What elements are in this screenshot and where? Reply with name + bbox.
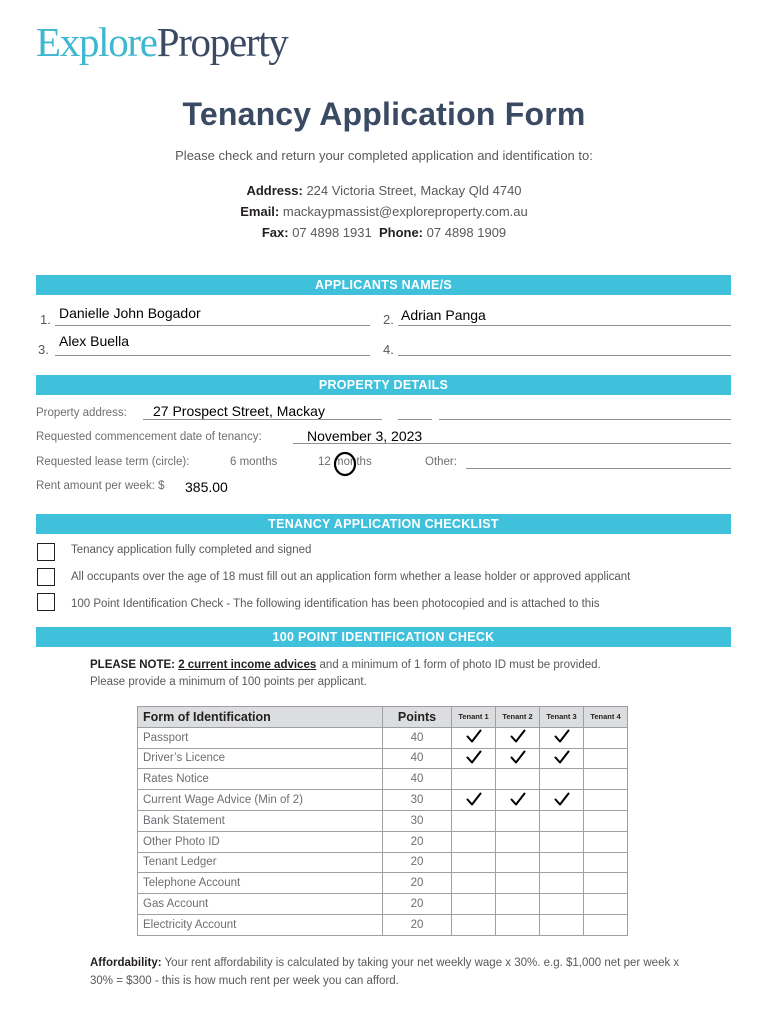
tenant-3-cell[interactable] <box>540 727 584 748</box>
tenant-3-cell[interactable] <box>540 914 584 935</box>
tenant-1-cell[interactable] <box>452 790 496 811</box>
id-form-name: Rates Notice <box>138 769 383 790</box>
id-points: 40 <box>383 748 452 769</box>
check-mark-icon <box>554 792 570 806</box>
table-row <box>138 790 628 811</box>
checklist-item-2: All occupants over the age of 18 must fill out an application form whether a lease holder or approved applicant <box>71 571 631 583</box>
tenant-3-cell[interactable] <box>540 748 584 769</box>
id-points: 20 <box>383 914 452 935</box>
phone-label: Phone: <box>378 225 424 240</box>
id-form-name: Bank Statement <box>138 810 383 831</box>
id-note-line-2: Please provide a minimum of 100 points per applicant. <box>90 676 367 688</box>
other-term-label: Other: <box>425 456 457 468</box>
applicant-2-name[interactable]: Adrian Panga <box>401 307 486 323</box>
contact-email <box>0 204 768 219</box>
tenant-1-cell[interactable] <box>452 810 496 831</box>
commencement-date-value[interactable]: November 3, 2023 <box>307 428 423 444</box>
applicant-3-number: 3. <box>38 342 49 357</box>
table-row <box>138 852 628 873</box>
lease-option-6-months[interactable]: 6 months <box>230 456 278 468</box>
tenant-3-cell[interactable] <box>540 769 584 790</box>
id-check-header: 100 POINT IDENTIFICATION CHECK <box>36 627 731 647</box>
tenant-4-cell[interactable] <box>584 790 628 811</box>
applicant-4-line <box>398 355 731 356</box>
table-row <box>138 914 628 935</box>
checklist-item-1: Tenancy application fully completed and signed <box>71 544 312 556</box>
id-points: 20 <box>383 873 452 894</box>
property-address-line-2 <box>398 419 432 420</box>
table-row <box>138 748 628 769</box>
contact-phone-fax <box>0 225 768 240</box>
id-points: 20 <box>383 894 452 915</box>
address-label: Address: <box>246 183 303 198</box>
tenant-1-cell[interactable] <box>452 914 496 935</box>
lease-option-12-months[interactable]: 12 months <box>318 456 372 468</box>
check-mark-icon <box>554 729 570 743</box>
col-tenant-1: Tenant 1 <box>452 707 496 728</box>
applicant-1-number: 1. <box>40 312 51 327</box>
tenant-1-cell[interactable] <box>452 894 496 915</box>
applicant-2-line <box>398 325 731 326</box>
tenant-3-cell[interactable] <box>540 852 584 873</box>
tenant-3-cell[interactable] <box>540 894 584 915</box>
id-form-name: Current Wage Advice (Min of 2) <box>138 790 383 811</box>
applicant-1-line <box>55 325 370 326</box>
col-tenant-4: Tenant 4 <box>584 707 628 728</box>
tenant-4-cell[interactable] <box>584 873 628 894</box>
applicant-4-number: 4. <box>383 342 394 357</box>
id-points: 40 <box>383 769 452 790</box>
id-form-name: Tenant Ledger <box>138 852 383 873</box>
tenant-1-cell[interactable] <box>452 769 496 790</box>
property-address-line-3 <box>439 419 731 420</box>
check-mark-icon <box>466 729 482 743</box>
tenant-2-cell[interactable] <box>496 727 540 748</box>
tenant-4-cell[interactable] <box>584 727 628 748</box>
rent-value[interactable]: 385.00 <box>185 479 228 495</box>
tenant-4-cell[interactable] <box>584 852 628 873</box>
other-term-line <box>466 468 731 469</box>
tenant-2-cell[interactable] <box>496 873 540 894</box>
table-row <box>138 831 628 852</box>
tenant-4-cell[interactable] <box>584 769 628 790</box>
identification-table <box>137 706 628 936</box>
lease-selection-circle <box>332 451 358 477</box>
tenant-3-cell[interactable] <box>540 810 584 831</box>
affordability-note <box>90 954 690 990</box>
col-points: Points <box>383 707 452 728</box>
tenant-4-cell[interactable] <box>584 831 628 852</box>
tenant-2-cell[interactable] <box>496 852 540 873</box>
id-points: 20 <box>383 852 452 873</box>
applicants-header: APPLICANTS NAME/S <box>36 275 731 295</box>
table-row <box>138 769 628 790</box>
phone-value: 07 4898 1909 <box>426 225 507 240</box>
affordability-label: Affordability: <box>90 957 162 969</box>
checklist-header: TENANCY APPLICATION CHECKLIST <box>36 514 731 534</box>
tenant-2-cell[interactable] <box>496 769 540 790</box>
table-header-row <box>138 707 628 728</box>
tenant-3-cell[interactable] <box>540 790 584 811</box>
note-rest: and a minimum of 1 form of photo ID must be provided. <box>319 659 601 671</box>
table-row <box>138 873 628 894</box>
address-value: 224 Victoria Street, Mackay Qld 4740 <box>306 183 522 198</box>
tenant-3-cell[interactable] <box>540 873 584 894</box>
check-mark-icon <box>510 750 526 764</box>
tenant-4-cell[interactable] <box>584 748 628 769</box>
tenant-1-cell[interactable] <box>452 873 496 894</box>
id-form-name: Other Photo ID <box>138 831 383 852</box>
company-logo <box>36 19 288 65</box>
id-form-name: Electricity Account <box>138 914 383 935</box>
tenant-2-cell[interactable] <box>496 748 540 769</box>
col-tenant-2: Tenant 2 <box>496 707 540 728</box>
id-form-name: Passport <box>138 727 383 748</box>
id-points: 40 <box>383 727 452 748</box>
tenant-2-cell[interactable] <box>496 810 540 831</box>
affordability-text: Your rent affordability is calculated by taking your net weekly wage x 30%. e.g. $1,000 net per week x 30% = $300 - this is how much rent per week you can afford. <box>90 957 680 987</box>
tenant-3-cell[interactable] <box>540 831 584 852</box>
tenant-2-cell[interactable] <box>496 914 540 935</box>
id-note-line-1 <box>90 659 601 671</box>
property-address-label: Property address: <box>36 407 127 419</box>
logo-property: Property <box>156 19 288 65</box>
tenant-4-cell[interactable] <box>584 810 628 831</box>
table-row <box>138 727 628 748</box>
applicant-1-name[interactable]: Danielle John Bogador <box>59 305 201 321</box>
col-form-of-identification: Form of Identification <box>138 707 383 728</box>
col-tenant-3: Tenant 3 <box>540 707 584 728</box>
property-address-line-1 <box>143 419 382 420</box>
logo-explore: Explore <box>36 19 157 65</box>
fax-label: Fax: <box>261 225 289 240</box>
check-mark-icon <box>466 792 482 806</box>
check-mark-icon <box>554 750 570 764</box>
checklist-checkbox-2[interactable] <box>37 568 55 586</box>
commencement-date-label: Requested commencement date of tenancy: <box>36 431 262 443</box>
note-label: PLEASE NOTE: <box>90 659 175 671</box>
tenant-1-cell[interactable] <box>452 831 496 852</box>
contact-address <box>0 183 768 198</box>
id-points: 30 <box>383 790 452 811</box>
table-row <box>138 894 628 915</box>
property-address-value[interactable]: 27 Prospect Street, Mackay <box>153 403 325 419</box>
note-underlined: 2 current income advices <box>178 659 317 671</box>
intro-text: Please check and return your completed application and identification to: <box>175 148 593 163</box>
checklist-checkbox-3[interactable] <box>37 593 55 611</box>
id-form-name: Telephone Account <box>138 873 383 894</box>
tenant-1-cell[interactable] <box>452 852 496 873</box>
table-row <box>138 810 628 831</box>
lease-term-label: Requested lease term (circle): <box>36 456 190 468</box>
check-mark-icon <box>466 750 482 764</box>
id-form-name: Driver’s Licence <box>138 748 383 769</box>
tenant-2-cell[interactable] <box>496 831 540 852</box>
email-label: Email: <box>240 204 280 219</box>
check-mark-icon <box>510 792 526 806</box>
fax-value: 07 4898 1931 <box>292 225 372 240</box>
rent-label: Rent amount per week: $ <box>36 480 165 492</box>
id-form-name: Gas Account <box>138 894 383 915</box>
applicant-2-number: 2. <box>383 312 394 327</box>
checklist-checkbox-1[interactable] <box>37 543 55 561</box>
page-title: Tenancy Application Form <box>182 96 586 132</box>
applicant-3-line <box>55 355 370 356</box>
tenant-4-cell[interactable] <box>584 914 628 935</box>
id-points: 30 <box>383 810 452 831</box>
property-header: PROPERTY DETAILS <box>36 375 731 395</box>
email-value: mackaypmassist@exploreproperty.com.au <box>282 204 528 219</box>
id-points: 20 <box>383 831 452 852</box>
tenant-1-cell[interactable] <box>452 727 496 748</box>
tenant-4-cell[interactable] <box>584 894 628 915</box>
applicant-3-name[interactable]: Alex Buella <box>59 333 130 349</box>
tenant-2-cell[interactable] <box>496 790 540 811</box>
check-mark-icon <box>510 729 526 743</box>
checklist-item-3: 100 Point Identification Check - The following identification has been photocopied and is attached to this <box>71 598 600 610</box>
tenant-2-cell[interactable] <box>496 894 540 915</box>
tenant-1-cell[interactable] <box>452 748 496 769</box>
